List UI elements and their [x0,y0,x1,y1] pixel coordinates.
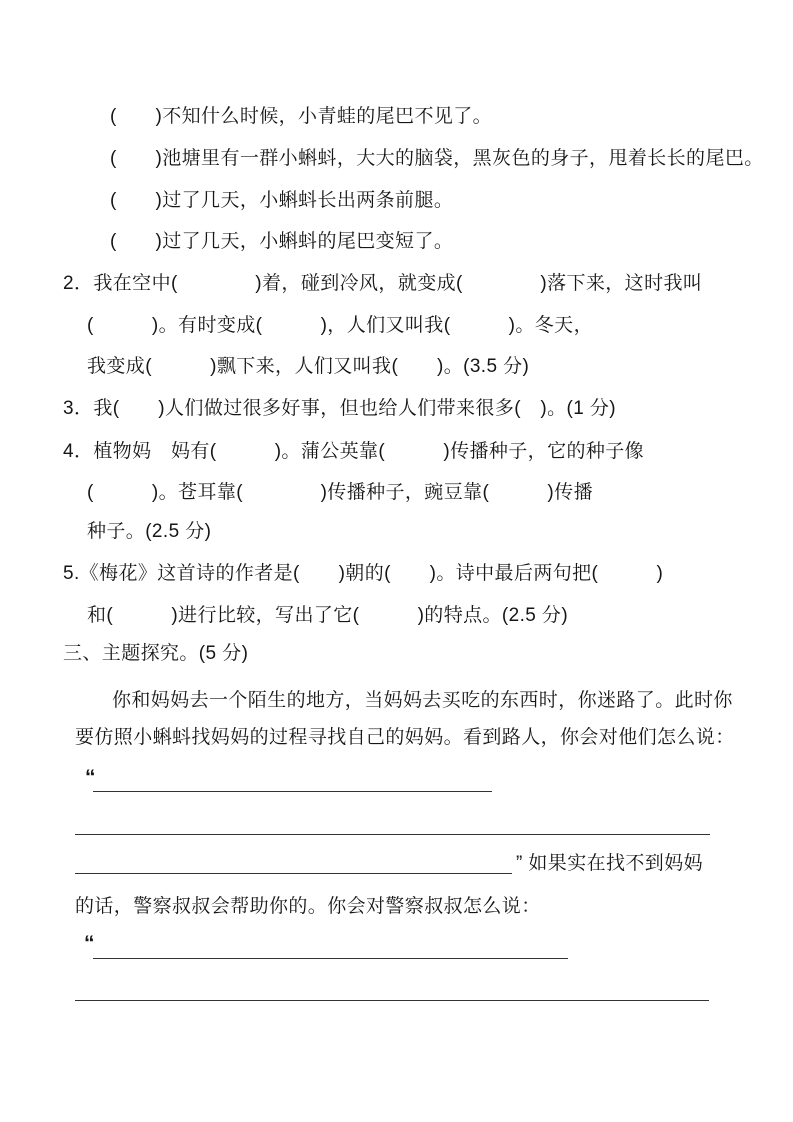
open-quote-mark-1: “ [85,766,96,789]
close-quote-continuation: ” 如果实在找不到妈妈 [516,853,704,874]
answer-blank-line-2 [75,834,710,835]
question-5-line-2: 和( )进行比较，写出了它( )的特点。(2.5 分) [87,605,569,626]
open-quote-mark-2: “ [84,932,95,955]
section-3-paragraph-line-1: 你和妈妈去一个陌生的地方，当妈妈去买吃的东西时，你迷路了。此时你 [112,690,733,711]
sequence-item-1: ( )不知什么时候，小青蛙的尾巴不见了。 [110,106,493,127]
section-3-paragraph-line-2: 要仿照小蝌蚪找妈妈的过程寻找自己的妈妈。看到路人，你会对他们怎么说： [75,727,735,748]
question-4-line-2: ( )。苍耳靠( )传播种子，豌豆靠( )传播 [87,482,593,503]
section-3-paragraph-line-3: 的话，警察叔叔会帮助你的。你会对警察叔叔怎么说： [75,896,541,917]
sequence-item-4: ( )过了几天，小蝌蚪的尾巴变短了。 [110,231,454,252]
sequence-item-2: ( )池塘里有一群小蝌蚪，大大的脑袋，黑灰色的身子，甩着长长的尾巴。 [110,148,764,169]
question-3-line-1: 3．我( )人们做过很多好事，但也给人们带来很多( )。(1 分) [63,398,616,419]
question-5-line-1: 5.《梅花》这首诗的作者是( )朝的( )。诗中最后两句把( ) [63,563,664,584]
answer-blank-line-5 [75,1000,709,1001]
section-3-heading: 三、主题探究。(5 分) [63,643,249,664]
sequence-item-3: ( )过了几天，小蝌蚪长出两条前腿。 [110,190,454,211]
answer-blank-line-4 [93,958,568,959]
question-2-line-1: 2．我在空中( )着，碰到冷风，就变成( )落下来，这时我叫 [63,273,703,294]
question-2-line-3: 我变成( )飘下来，人们又叫我( )。(3.5 分) [87,356,530,377]
question-4-line-1: 4．植物妈 妈有( )。蒲公英靠( )传播种子，它的种子像 [63,441,645,462]
question-2-line-2: ( )。有时变成( )，人们又叫我( )。冬天， [87,315,593,336]
answer-blank-line-3 [75,873,512,874]
question-4-line-3: 种子。(2.5 分) [87,521,212,542]
answer-blank-line-1 [93,791,492,792]
